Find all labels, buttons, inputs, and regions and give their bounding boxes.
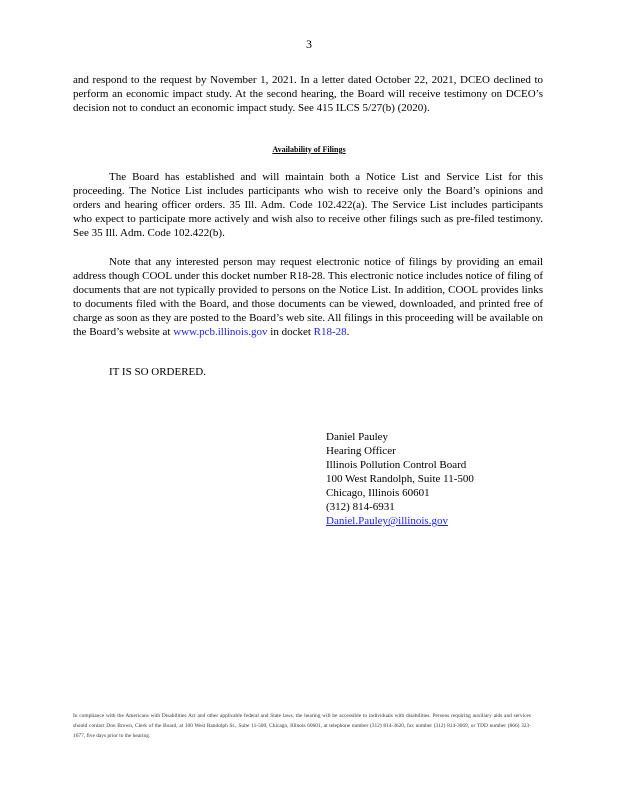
section-heading-availability: Availability of Filings <box>272 145 346 154</box>
paragraph-electronic-notice-text: Note that any interested person may request electronic notice of filings by providing an email address though COOL under this docket number R18-28. This electronic notice includes notice of filing of documents that are not typically provided to persons on the Notice List. In addition, COOL provides links to documents filed with the Board, and those documents can be viewed, downloaded, and printed free of charge as soon as they are posted to the Board’s web site. All filings in this proceeding will be available on the Board’s website at <box>73 256 543 338</box>
paragraph-notice-service-lists: The Board has established and will maintain both a Notice List and Service List for this proceeding. The Notice List includes participants who wish to receive only the Board’s opinions and orders and hearing officer orders. 35 Ill. Adm. Code 102.422(a). The Service List includes participants who expect to participate more actively and wish also to receive other filings such as pre-filed testimony. See 35 Ill. Adm. Code 102.422(b). <box>73 171 543 239</box>
signer-name: Daniel Pauley <box>326 431 389 443</box>
signer-title: Hearing Officer <box>326 445 396 457</box>
signer-address-line2: Chicago, Illinois 60601 <box>326 487 430 499</box>
docket-number-link[interactable]: R18-28 <box>313 326 347 338</box>
accessibility-footer-note: In compliance with the Americans with Disabilities Act and other applicable federal and State laws, the hearing will be accessible to individuals with disabilities. Persons requiring auxiliary aids and services should contact Don Brown, Clerk of the Board, at 100 West Randolph St., Suite 11-500, Chicago, Illinois 60601, at telephone number (312) 814-3620, fax number (312) 814-3669, or TDD number (866) 323-1677, five days prior to the hearing. <box>73 713 531 739</box>
paragraph-end-period: . <box>346 326 350 338</box>
signature-block <box>326 430 474 528</box>
paragraph-dceo-response: and respond to the request by November 1, 2021. In a letter dated October 22, 2021, DCEO declined to perform an economic impact study. At the second hearing, the Board will receive testimony on DCEO’s decision not to conduct an economic impact study. See 415 ILCS 5/27(b) (2020). <box>73 74 543 114</box>
signer-phone: (312) 814-6931 <box>326 501 395 513</box>
docket-prefix-text: in docket <box>270 326 311 338</box>
signer-address-line1: 100 West Randolph, Suite 11-500 <box>326 473 474 485</box>
signer-email-link[interactable]: Daniel.Pauley@illinois.gov <box>326 515 448 527</box>
paragraph-electronic-notice <box>73 255 543 339</box>
order-statement: IT IS SO ORDERED. <box>109 366 206 378</box>
pcb-website-link[interactable]: www.pcb.illinois.gov <box>173 326 268 338</box>
page-number: 3 <box>306 37 312 51</box>
signer-organization: Illinois Pollution Control Board <box>326 459 467 471</box>
